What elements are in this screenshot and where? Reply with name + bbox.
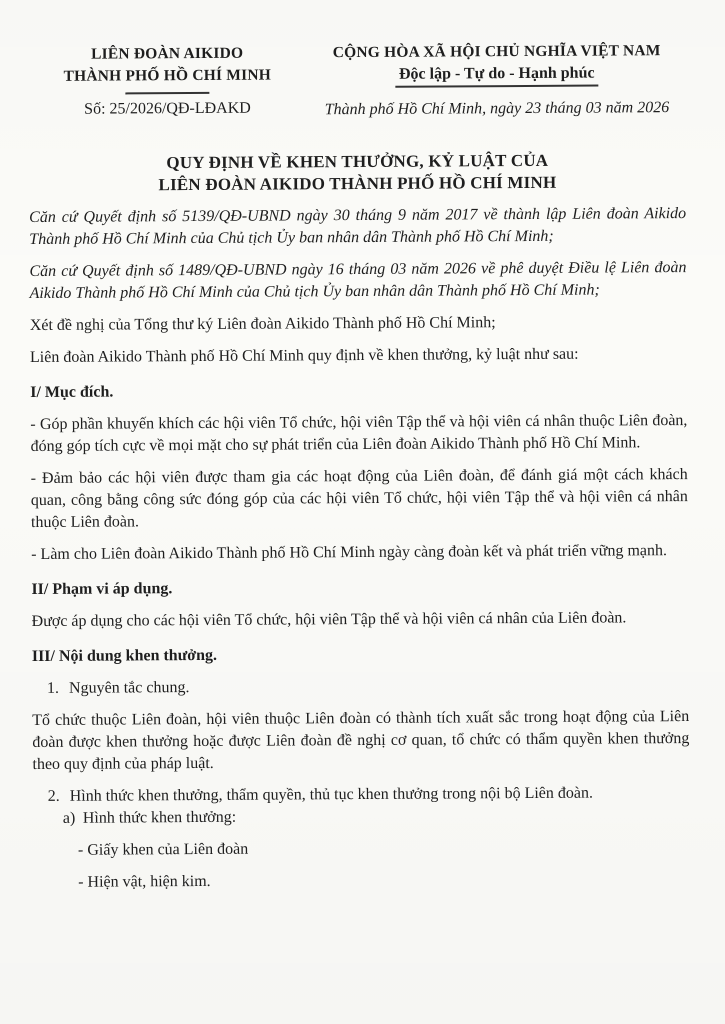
- org-name-line2: THÀNH PHỐ HỒ CHÍ MINH: [63, 66, 272, 85]
- national-motto-wrap: [308, 62, 685, 88]
- national-title: CỘNG HÒA XÃ HỘI CHỦ NGHĨA VIỆT NAM: [332, 42, 661, 62]
- national-motto: Độc lập - Tự do - Hạnh phúc: [395, 63, 599, 88]
- numbered-item-1-number: 1.: [46, 679, 60, 697]
- legal-basis-paragraph-1: Căn cứ Quyết định số 5139/QĐ-UBND ngày 30 tháng 9 năm 2017 về thành lập Liên đoàn Aikido Thành phố Hồ Chí Minh của Chủ tịch Ủy ban nhân dân Thành phố Hồ Chí Minh;: [29, 205, 687, 249]
- section-2-text: Được áp dụng cho các hội viên Tổ chức, hội viên Tập thể và hội viên cá nhân của Liên đoàn.: [31, 609, 627, 631]
- numbered-item-2: [33, 782, 690, 808]
- org-name-line1: LIÊN ĐOÀN AIKIDO: [90, 44, 244, 63]
- numbered-item-1-body: Tổ chức thuộc Liên đoàn, hội viên thuộc Liên đoàn có thành tích xuất sắc trong hoạt động của Liên đoàn được khen thưởng hoặc được Liên đoàn đề nghị cơ quan, tổ chức có thẩm quyền khen thưởng theo quy định của pháp luật.: [32, 708, 690, 774]
- document-number: Số: 25/2026/QĐ-LĐAKD: [84, 99, 251, 118]
- dash-subitem-2: - Hiện vật, hiện kim.: [78, 872, 211, 891]
- section-1-item-2: - Đảm bảo các hội viên được tham gia các hoạt động của Liên đoàn, để đánh giá một cách khách quan, công bằng công sức đóng góp của các hội viên Tổ chức, hội viên Tập thể và hội viên cá nhân thuộc Liên đoàn.: [30, 466, 688, 532]
- lettered-item-a-marker: a): [62, 809, 76, 827]
- numbered-item-2-text: Hình thức khen thưởng, thẩm quyền, thủ tục khen thưởng trong nội bộ Liên đoàn.: [69, 784, 594, 805]
- section-1-item-1: - Góp phần khuyến khích các hội viên Tổ chức, hội viên Tập thể và hội viên cá nhân thuộc Liên đoàn, đóng góp tích cực về mọi mặt cho sự phát triển của Liên đoàn Aikido Thành phố Hồ Chí Minh.: [30, 412, 688, 456]
- document-title-line1: QUY ĐỊNH VỀ KHEN THƯỞNG, KỶ LUẬT CỦA: [166, 150, 549, 173]
- lettered-item-a-text: Hình thức khen thưởng:: [82, 808, 237, 827]
- place-and-date: Thành phố Hồ Chí Minh, ngày 23 tháng 03 năm 2026: [324, 99, 670, 119]
- proposal-paragraph: Xét đề nghị của Tổng thư ký Liên đoàn Aikido Thành phố Hồ Chí Minh;: [29, 314, 496, 335]
- legal-basis-paragraph-2: Căn cứ Quyết định số 1489/QĐ-UBND ngày 16 tháng 03 năm 2026 về phê duyệt Điều lệ Liên đoàn Aikido Thành phố Hồ Chí Minh của Chủ tịch Ủy ban nhân dân Thành phố Hồ Chí Minh;: [29, 259, 687, 303]
- section-2-heading: II/ Phạm vi áp dụng.: [31, 580, 173, 599]
- dash-subitem-1: - Giấy khen của Liên đoàn: [77, 840, 249, 859]
- org-divider-rule: [125, 92, 209, 95]
- document-title-line2: LIÊN ĐOÀN AIKIDO THÀNH PHỐ HỒ CHÍ MINH: [158, 172, 557, 195]
- document-header: [28, 40, 685, 123]
- section-3-heading: III/ Nội dung khen thưởng.: [31, 646, 218, 666]
- section-1-heading: I/ Mục đích.: [30, 383, 114, 402]
- numbered-item-2-number: 2.: [47, 787, 60, 805]
- issuing-org-block: [28, 42, 296, 121]
- lettered-item-a: [33, 804, 690, 830]
- numbered-item-1: [32, 674, 689, 700]
- document-title: [29, 149, 686, 197]
- numbered-item-1-text: Nguyên tắc chung.: [68, 679, 190, 697]
- intro-paragraph: Liên đoàn Aikido Thành phố Hồ Chí Minh quy định về khen thưởng, kỷ luật như sau:: [29, 345, 579, 367]
- national-header-block: [296, 40, 685, 121]
- section-1-item-3: - Làm cho Liên đoàn Aikido Thành phố Hồ Chí Minh ngày càng đoàn kết và phát triển vững mạnh.: [31, 542, 668, 564]
